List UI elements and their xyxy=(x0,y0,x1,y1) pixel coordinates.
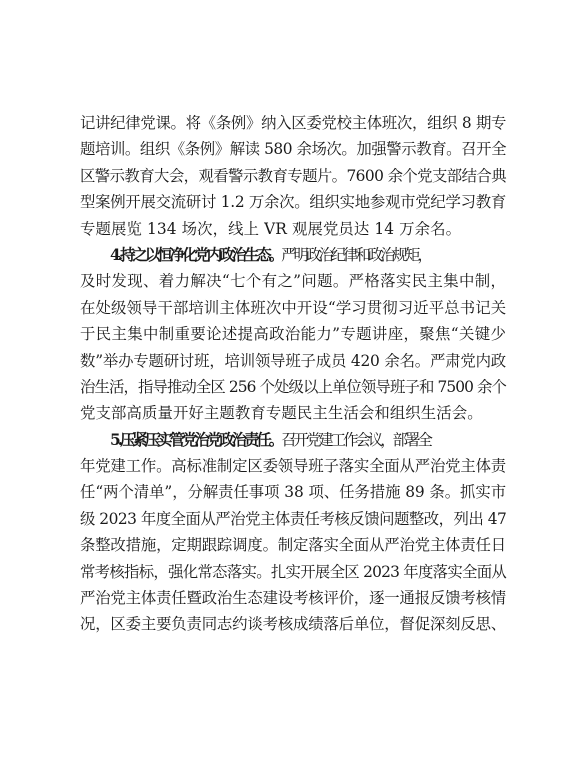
section-heading: 5.压紧压实管党治党政治责任。 xyxy=(110,430,282,449)
text-line: 区警示教育大会，观看警示教育专题片。7600 余个党支部结合典 xyxy=(80,166,506,185)
text-line: 在处级领导干部培训主体班次中开设“学习贯彻习近平总书记关 xyxy=(80,298,507,317)
paragraph-1 xyxy=(80,110,506,242)
text-line: 治生活，指导推动全区 256 个处级以上单位领导班子和 7500 余个 xyxy=(80,377,506,396)
text-line: 任“两个清单”，分解责任事项 38 项、任务措施 89 条。抓实市 xyxy=(80,483,506,502)
text-line: 条整改措施，定期跟踪调度。制定落实全面从严治党主体责任日 xyxy=(80,536,506,555)
text-line xyxy=(80,427,506,453)
text-line: 党支部高质量开好主题教育专题民主生活会和组织生活会。 xyxy=(80,404,483,423)
document-body xyxy=(80,110,506,638)
text-line: 记讲纪律党课。将《条例》纳入区委党校主体班次，组织 8 期专 xyxy=(80,114,507,132)
text-line: 年党建工作。高标准制定区委领导班子落实全面从严治党主体责 xyxy=(80,457,506,476)
text-run: 严明政治纪律和政治规矩， xyxy=(281,245,430,264)
text-line: 况，区委主要负责同志约谈考核成绩落后单位，督促深刻反思、 xyxy=(80,615,506,634)
text-line: 及时发现、着力解决“七个有之”问题。严格落实民主集中制， xyxy=(80,272,506,291)
paragraph-3 xyxy=(80,427,506,638)
text-line: 型案例开展交流研讨 1.2 万余次。组织实地参观市党纪学习教育 xyxy=(80,193,506,212)
text-line: 题培训。组织《条例》解读 580 余场次。加强警示教育。召开全 xyxy=(80,140,506,159)
text-line: 专题展览 134 场次，线上 VR 观展党员达 14 万余名。 xyxy=(80,219,462,238)
text-line: 常考核指标，强化常态落实。扎实开展全区 2023 年度落实全面从 xyxy=(80,562,506,581)
text-line: 于民主集中制重要论述提高政治能力”专题讲座，聚焦“关键少 xyxy=(80,325,506,344)
section-heading: 4.持之以恒净化党内政治生态。 xyxy=(110,245,282,264)
paragraph-2 xyxy=(80,242,506,427)
text-line xyxy=(80,242,506,268)
text-run: 召开党建工作会议，部署全 xyxy=(281,430,430,449)
text-line: 数”举办专题研讨班，培训领导班子成员 420 余名。严肃党内政 xyxy=(80,351,506,370)
text-line: 级 2023 年度全面从严治党主体责任考核反馈问题整改，列出 47 xyxy=(80,509,507,528)
text-line: 严治党主体责任暨政治生态建设考核评价，逐一通报反馈考核情 xyxy=(80,589,506,608)
